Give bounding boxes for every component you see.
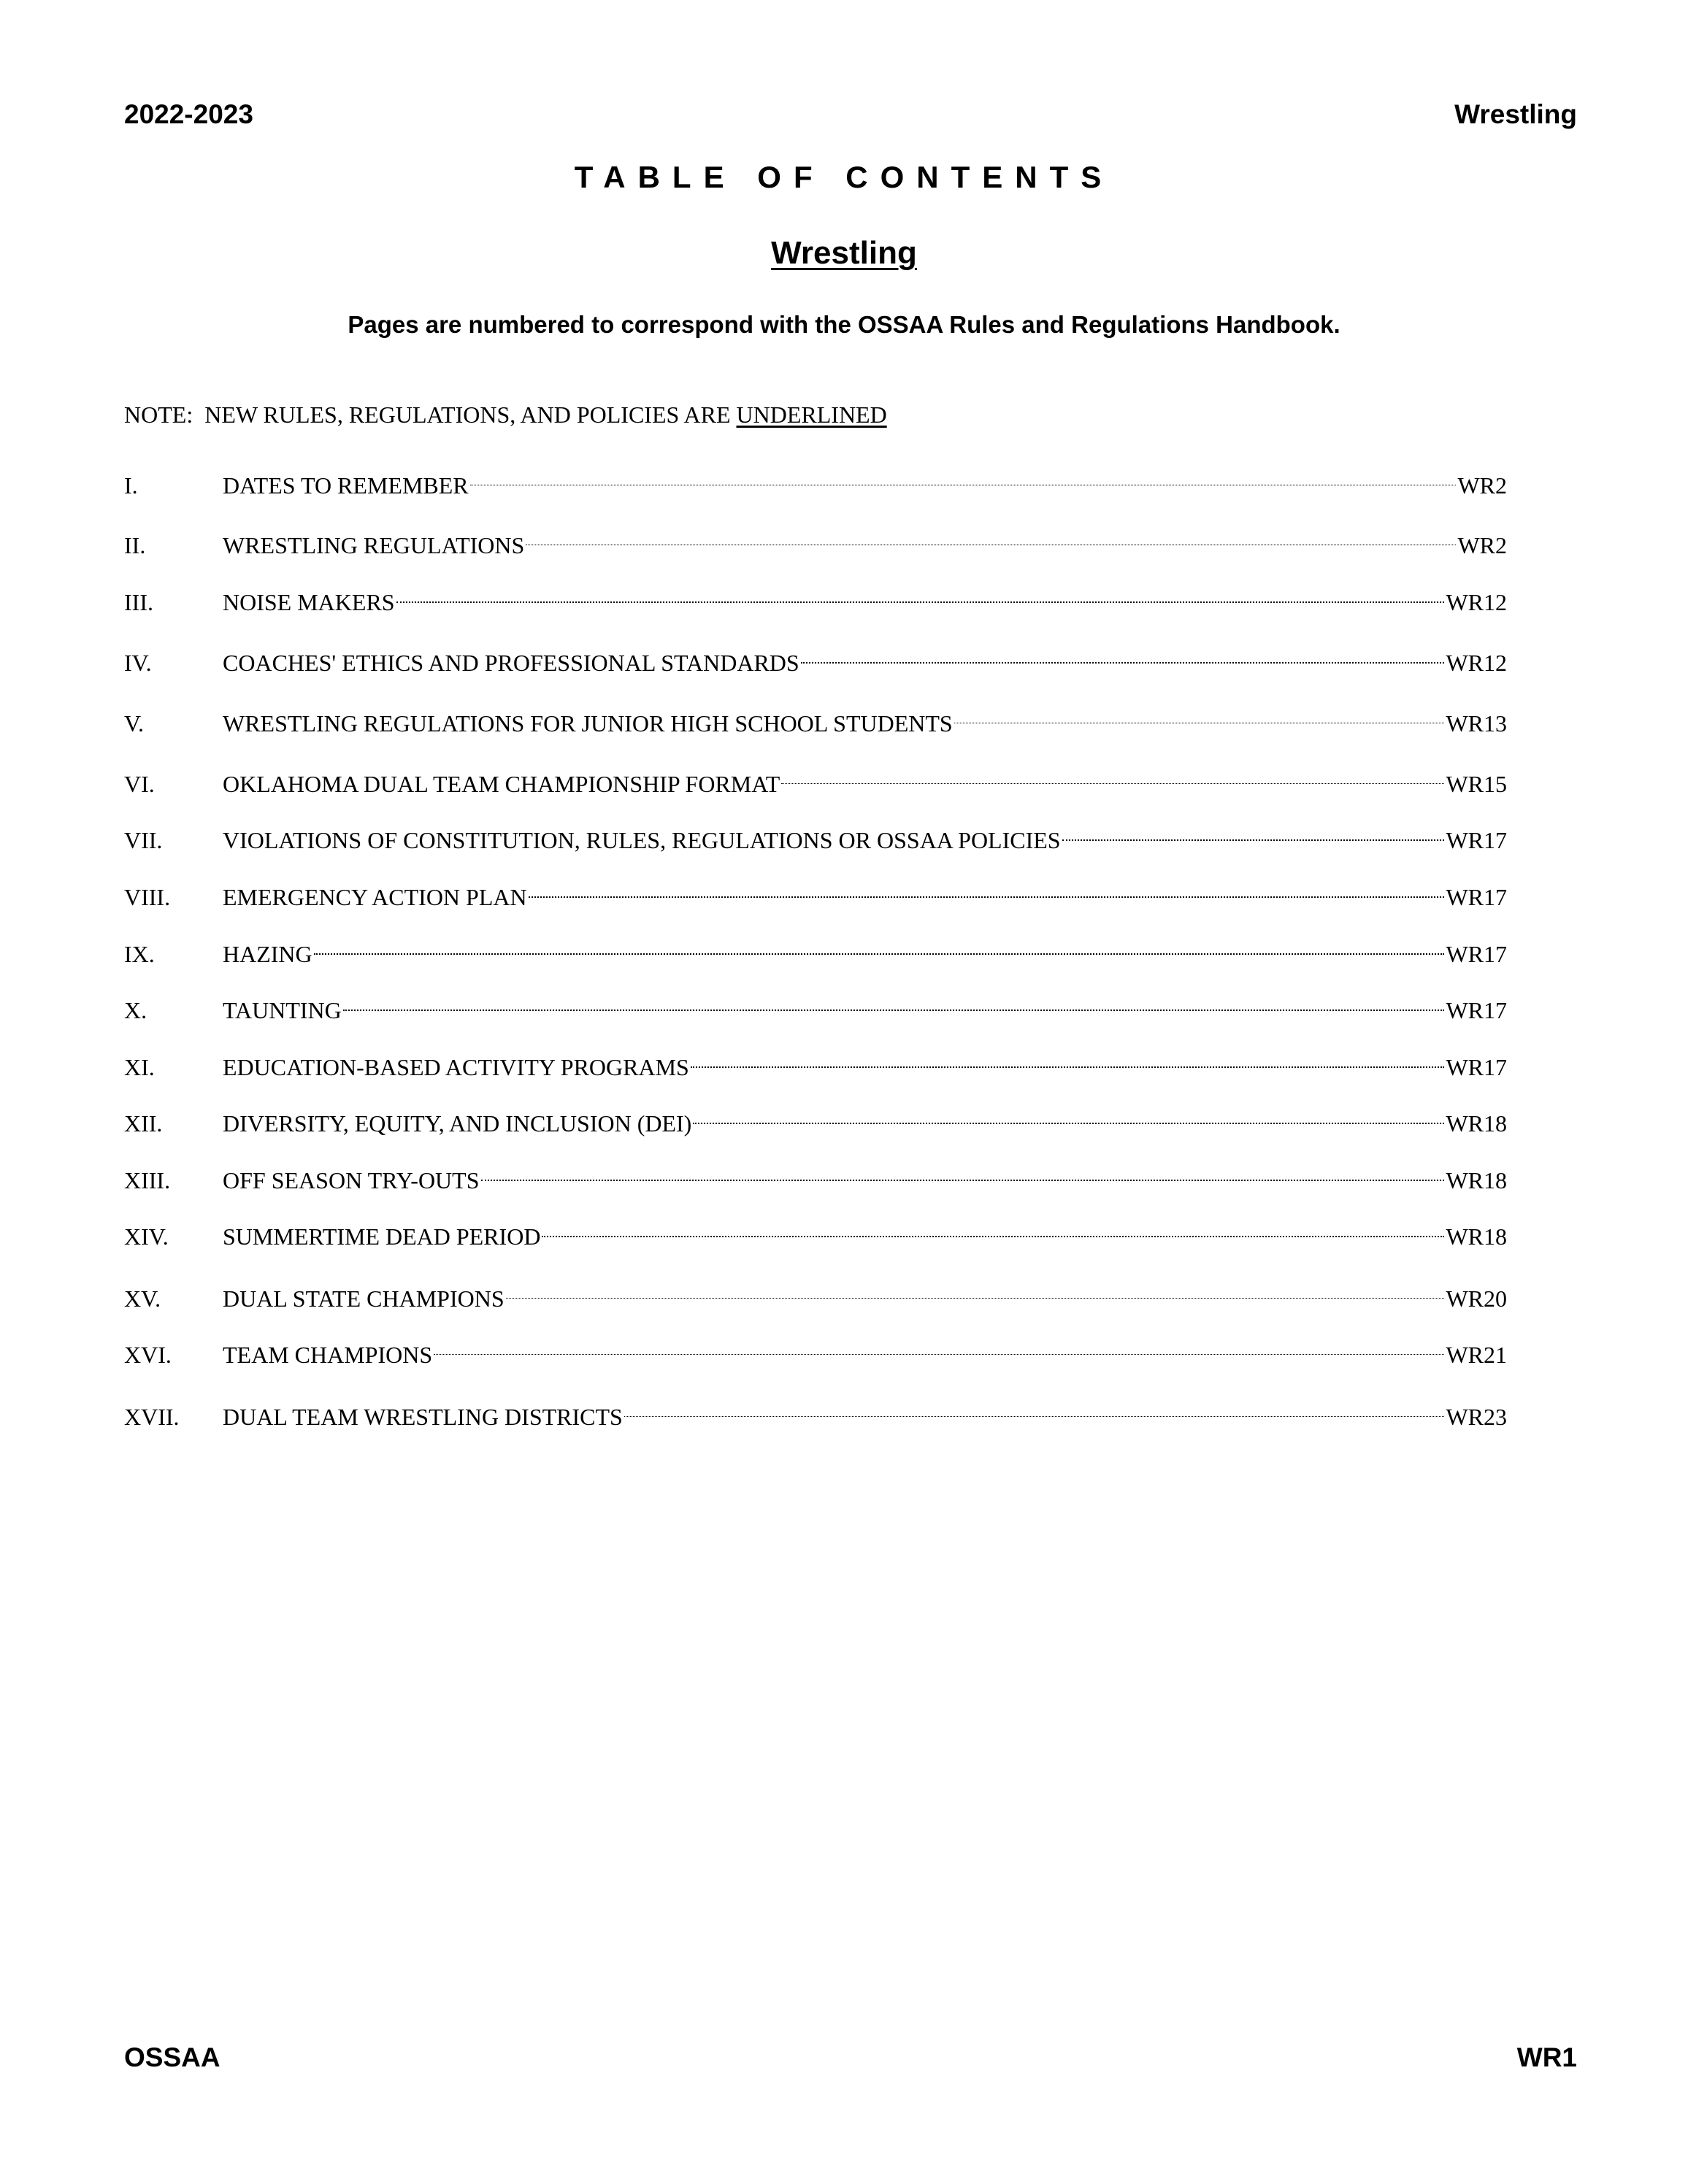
toc-number: VII. [124, 827, 163, 853]
toc-number: XVII. [124, 1404, 180, 1430]
toc-title: DUAL TEAM WRESTLING DISTRICTS [223, 1404, 623, 1430]
toc-row[interactable] [124, 1215, 1507, 1250]
toc-title: DIVERSITY, EQUITY, AND INCLUSION (DEI) [223, 1110, 692, 1137]
toc-page: WR18 [1446, 1223, 1507, 1250]
toc-row[interactable] [124, 1159, 1507, 1193]
toc-leader [314, 933, 1445, 962]
toc-page: WR15 [1446, 771, 1507, 797]
page-title: TABLE OF CONTENTS [574, 160, 1114, 194]
toc-title: OKLAHOMA DUAL TEAM CHAMPIONSHIP FORMAT [223, 771, 780, 797]
toc-leader [343, 989, 1445, 1018]
toc-title: EMERGENCY ACTION PLAN [223, 884, 527, 910]
toc-number: I. [124, 472, 138, 499]
toc-page: WR12 [1446, 589, 1507, 615]
toc-number: VI. [124, 771, 155, 797]
toc-row[interactable] [124, 1102, 1507, 1137]
toc-leader [693, 1102, 1444, 1131]
toc-row[interactable] [124, 581, 1507, 615]
toc-number: XV. [124, 1285, 161, 1312]
toc-leader [1062, 819, 1445, 848]
toc-page: WR20 [1446, 1285, 1507, 1312]
toc-page: WR17 [1446, 884, 1507, 910]
toc-row[interactable] [124, 763, 1507, 797]
toc-title: COACHES' ETHICS AND PROFESSIONAL STANDARDS [223, 650, 799, 676]
toc-number: XVI. [124, 1342, 172, 1368]
toc-leader [434, 1334, 1444, 1363]
toc-leader [396, 581, 1445, 610]
toc-title: NOISE MAKERS [223, 589, 395, 615]
toc-number: VIII. [124, 884, 171, 910]
toc-leader [529, 876, 1445, 905]
toc-page: WR21 [1446, 1342, 1507, 1368]
toc-leader [481, 1159, 1445, 1188]
toc-number: XI. [124, 1054, 155, 1080]
toc-page: WR23 [1446, 1404, 1507, 1430]
toc-row[interactable] [124, 464, 1507, 499]
toc-leader [801, 642, 1445, 671]
toc-leader [954, 702, 1445, 731]
new-rules-note [124, 403, 887, 426]
footer-org: OSSAA [124, 2042, 220, 2072]
toc-number: IV. [124, 650, 152, 676]
toc-title: HAZING [223, 941, 312, 967]
pages-note: Pages are numbered to correspond with the OSSAA Rules and Regulations Handbook. [348, 311, 1340, 338]
toc-page: WR17 [1446, 941, 1507, 967]
toc-number: X. [124, 997, 147, 1023]
toc-row[interactable] [124, 989, 1507, 1023]
note-underlined: UNDERLINED [736, 401, 887, 428]
toc-row[interactable] [124, 819, 1507, 853]
note-prefix: NOTE: NEW RULES, REGULATIONS, AND POLICIES ARE [124, 401, 737, 428]
toc-number: II. [124, 532, 146, 558]
toc-row[interactable] [124, 876, 1507, 910]
toc-number: V. [124, 710, 144, 737]
toc-leader [506, 1277, 1445, 1307]
header-year: 2022-2023 [124, 99, 253, 129]
toc-title: TAUNTING [223, 997, 342, 1023]
toc-title: SUMMERTIME DEAD PERIOD [223, 1223, 541, 1250]
toc-title: EDUCATION-BASED ACTIVITY PROGRAMS [223, 1054, 689, 1080]
page-subtitle: Wrestling [771, 235, 917, 271]
header-sport: Wrestling [1454, 99, 1577, 129]
toc-row[interactable] [124, 1396, 1507, 1430]
toc-page: WR17 [1446, 997, 1507, 1023]
toc-page: WR18 [1446, 1167, 1507, 1193]
toc-number: XII. [124, 1110, 163, 1137]
toc-number: IX. [124, 941, 155, 967]
toc-title: OFF SEASON TRY-OUTS [223, 1167, 480, 1193]
toc-row[interactable] [124, 1277, 1507, 1312]
toc-title: WRESTLING REGULATIONS FOR JUNIOR HIGH SCHOOL STUDENTS [223, 710, 953, 737]
toc-row[interactable] [124, 524, 1507, 558]
toc-leader [691, 1046, 1445, 1075]
toc-page: WR12 [1446, 650, 1507, 676]
toc-page: WR17 [1446, 827, 1507, 853]
toc-leader [470, 464, 1457, 493]
toc-page: WR17 [1446, 1054, 1507, 1080]
toc-title: DUAL STATE CHAMPIONS [223, 1285, 505, 1312]
footer-page-number: WR1 [1516, 2042, 1577, 2072]
toc-number: III. [124, 589, 153, 615]
toc-row[interactable] [124, 642, 1507, 676]
toc-row[interactable] [124, 702, 1507, 737]
toc-leader [781, 763, 1444, 792]
toc-leader [526, 524, 1456, 553]
toc-title: VIOLATIONS OF CONSTITUTION, RULES, REGULATIONS OR OSSAA POLICIES [223, 827, 1061, 853]
toc-title: WRESTLING REGULATIONS [223, 532, 525, 558]
toc-row[interactable] [124, 1334, 1507, 1368]
toc-leader [624, 1396, 1445, 1425]
toc-title: TEAM CHAMPIONS [223, 1342, 433, 1368]
toc-row[interactable] [124, 933, 1507, 967]
toc-page: WR18 [1446, 1110, 1507, 1137]
toc-page: WR2 [1457, 472, 1507, 499]
toc-page: WR2 [1457, 532, 1507, 558]
toc-number: XIII. [124, 1167, 171, 1193]
toc-title: DATES TO REMEMBER [223, 472, 469, 499]
toc-page: WR13 [1446, 710, 1507, 737]
toc-number: XIV. [124, 1223, 169, 1250]
toc-row[interactable] [124, 1046, 1507, 1080]
toc-leader [542, 1215, 1444, 1245]
